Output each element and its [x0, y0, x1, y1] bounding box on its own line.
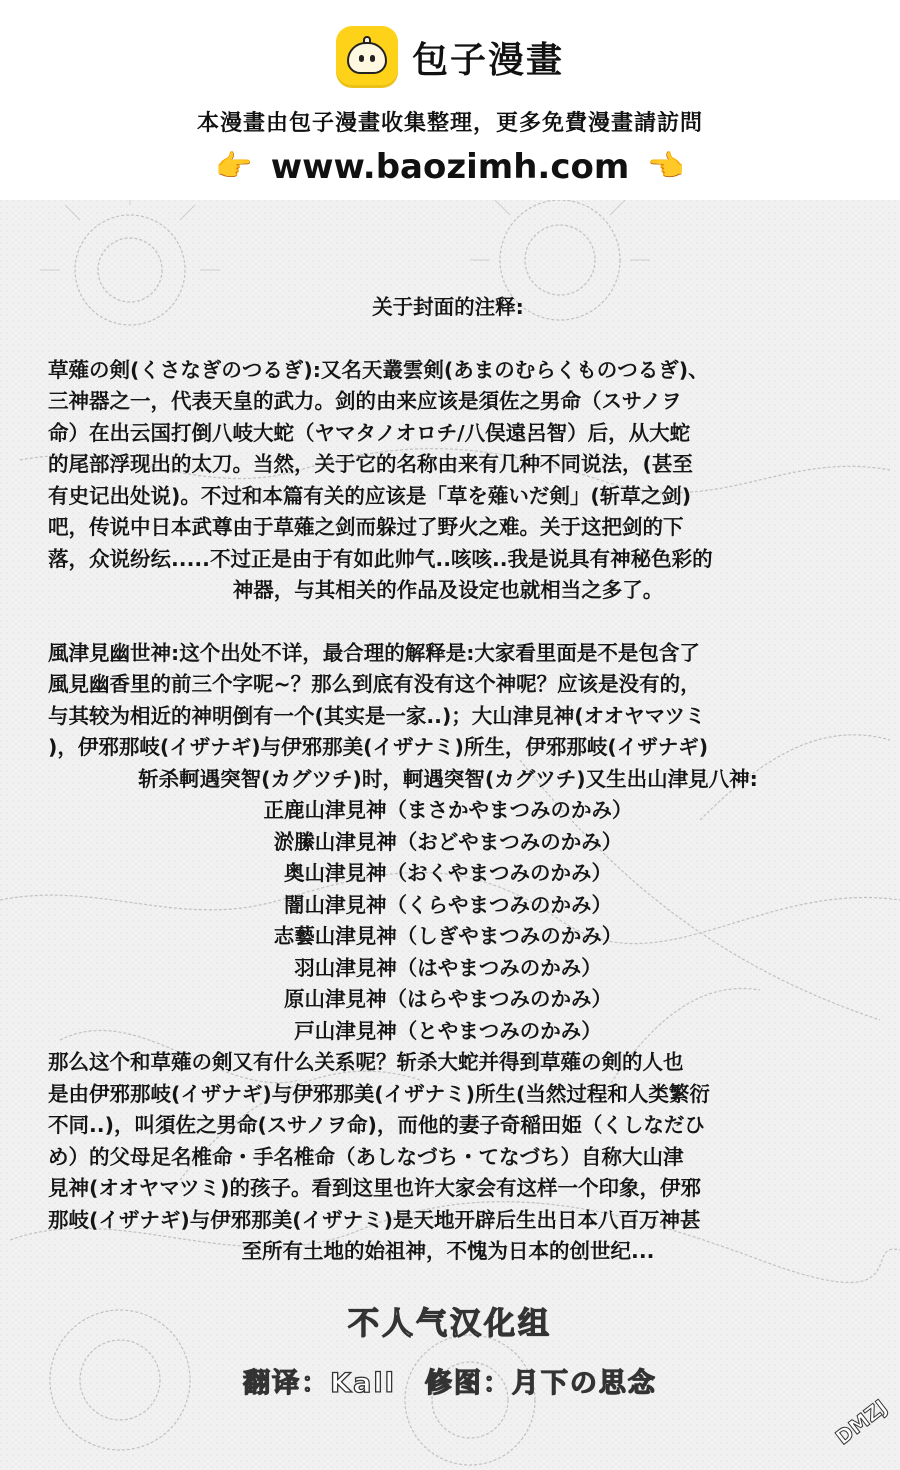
text-line: 斩杀軻遇突智(カグツチ)时，軻遇突智(カグツチ)又生出山津見八神:: [138, 766, 758, 791]
text-line: 不同..)，叫須佐之男命(スサノヲ命)，而他的妻子奇稲田姫（くしなだひ: [48, 1113, 705, 1137]
pointing-left-hand-icon: 👈: [647, 149, 685, 184]
logo-row[interactable]: [0, 22, 900, 92]
text-line: 吧，传说中日本武尊由于草薙之剑而躲过了野火之难。关于这把剑的下: [48, 515, 684, 539]
cover-notes: [48, 292, 848, 1268]
text-line: 与其较为相近的神明倒有一个(其实是一家..)；大山津見神(オオヤマツミ: [48, 703, 706, 728]
pointing-right-hand-icon: 👉: [215, 149, 253, 184]
scanlation-group: 不人气汉化组: [348, 1306, 552, 1342]
deity-item: 正鹿山津見神（まさかやまつみのかみ）: [263, 798, 633, 822]
text-line: 有史记出处说)。不过和本篇有关的应该是「草を薙いだ剣」(斩草之剑): [48, 483, 692, 508]
banner-tagline: 本漫畫由包子漫畫收集整理，更多免費漫畫請訪問: [196, 111, 703, 136]
text-line: 至所有土地的始祖神，不愧为日本的创世纪...: [241, 1239, 655, 1263]
deity-item: 奥山津見神（おくやまつみのかみ）: [284, 861, 612, 885]
watermark-logo: DMZJ: [830, 1394, 892, 1450]
para-kazami: [48, 638, 848, 796]
site-banner: [0, 0, 900, 200]
deity-item: 原山津見神（はらやまつみのかみ）: [284, 987, 612, 1011]
notes-title: 关于封面的注释:: [372, 295, 524, 319]
text-line: 風津見幽世神:这个出处不详，最合理的解释是:大家看里面是不是包含了: [48, 640, 700, 665]
site-url-link[interactable]: www.baozimh.com: [270, 147, 630, 187]
text-line: 落，众说纷纭.....不过正是由于有如此帅气..咳咳..我是说具有神秘色彩的: [48, 546, 713, 571]
text-line: 是由伊邪那岐(イザナギ)与伊邪那美(イザナミ)所生(当然过程和人类繁衍: [48, 1081, 710, 1106]
text-line: 那么这个和草薙の剣又有什么关系呢？斩杀大蛇并得到草薙の剣的人也: [48, 1050, 684, 1074]
deity-item: 闇山津見神（くらやまつみのかみ）: [284, 892, 612, 917]
manga-page: [0, 200, 900, 1470]
site-name: 包子漫畫: [411, 39, 564, 81]
para-origin: [48, 1047, 848, 1268]
text-line: 風見幽香里的前三个字呢~？那么到底有没有这个神呢？应该是没有的，: [48, 672, 701, 696]
text-line: 見神(オオヤマツミ)的孩子。看到这里也许大家会有这样一个印象，伊邪: [48, 1176, 702, 1200]
para-kusanagi: [48, 355, 848, 607]
text-line: 那岐(イザナギ)与伊邪那美(イザナミ)是天地开辟后生出日本八百万神甚: [48, 1207, 701, 1232]
text-line: 三神器之一，代表天皇的武力。剑的由来应该是須佐之男命（スサノヲ: [48, 389, 682, 413]
text-line: め）的父母足名椎命・手名椎命（あしなづち・てなづち）自称大山津: [48, 1144, 684, 1169]
bun-logo-icon: [336, 26, 398, 88]
url-row: [0, 147, 900, 187]
credits: [0, 1298, 900, 1400]
deity-list: [48, 795, 848, 1047]
text-line: 草薙の剣(くさなぎのつるぎ):又名天叢雲剣(あまのむらくものつるぎ)、: [48, 357, 709, 382]
staff-credits: 翻译：Kall 修图：月下の思念: [243, 1368, 657, 1399]
deity-item: 戸山津見神（とやまつみのかみ）: [294, 1018, 602, 1043]
deity-item: 淤縢山津見神（おどやまつみのかみ）: [273, 829, 623, 854]
deity-item: 志藝山津見神（しぎやまつみのかみ）: [273, 924, 623, 948]
deity-item: 羽山津見神（はやまつみのかみ）: [294, 955, 602, 980]
text-line: )，伊邪那岐(イザナギ)与伊邪那美(イザナミ)所生，伊邪那岐(イザナギ): [48, 735, 709, 759]
text-line: 神器，与其相关的作品及设定也就相当之多了。: [232, 578, 664, 602]
text-line: 命）在出云国打倒八岐大蛇（ヤマタノオロチ/八俣遠呂智）后，从大蛇: [48, 420, 691, 445]
text-line: 的尾部浮现出的太刀。当然，关于它的名称由来有几种不同说法，(甚至: [48, 452, 693, 476]
